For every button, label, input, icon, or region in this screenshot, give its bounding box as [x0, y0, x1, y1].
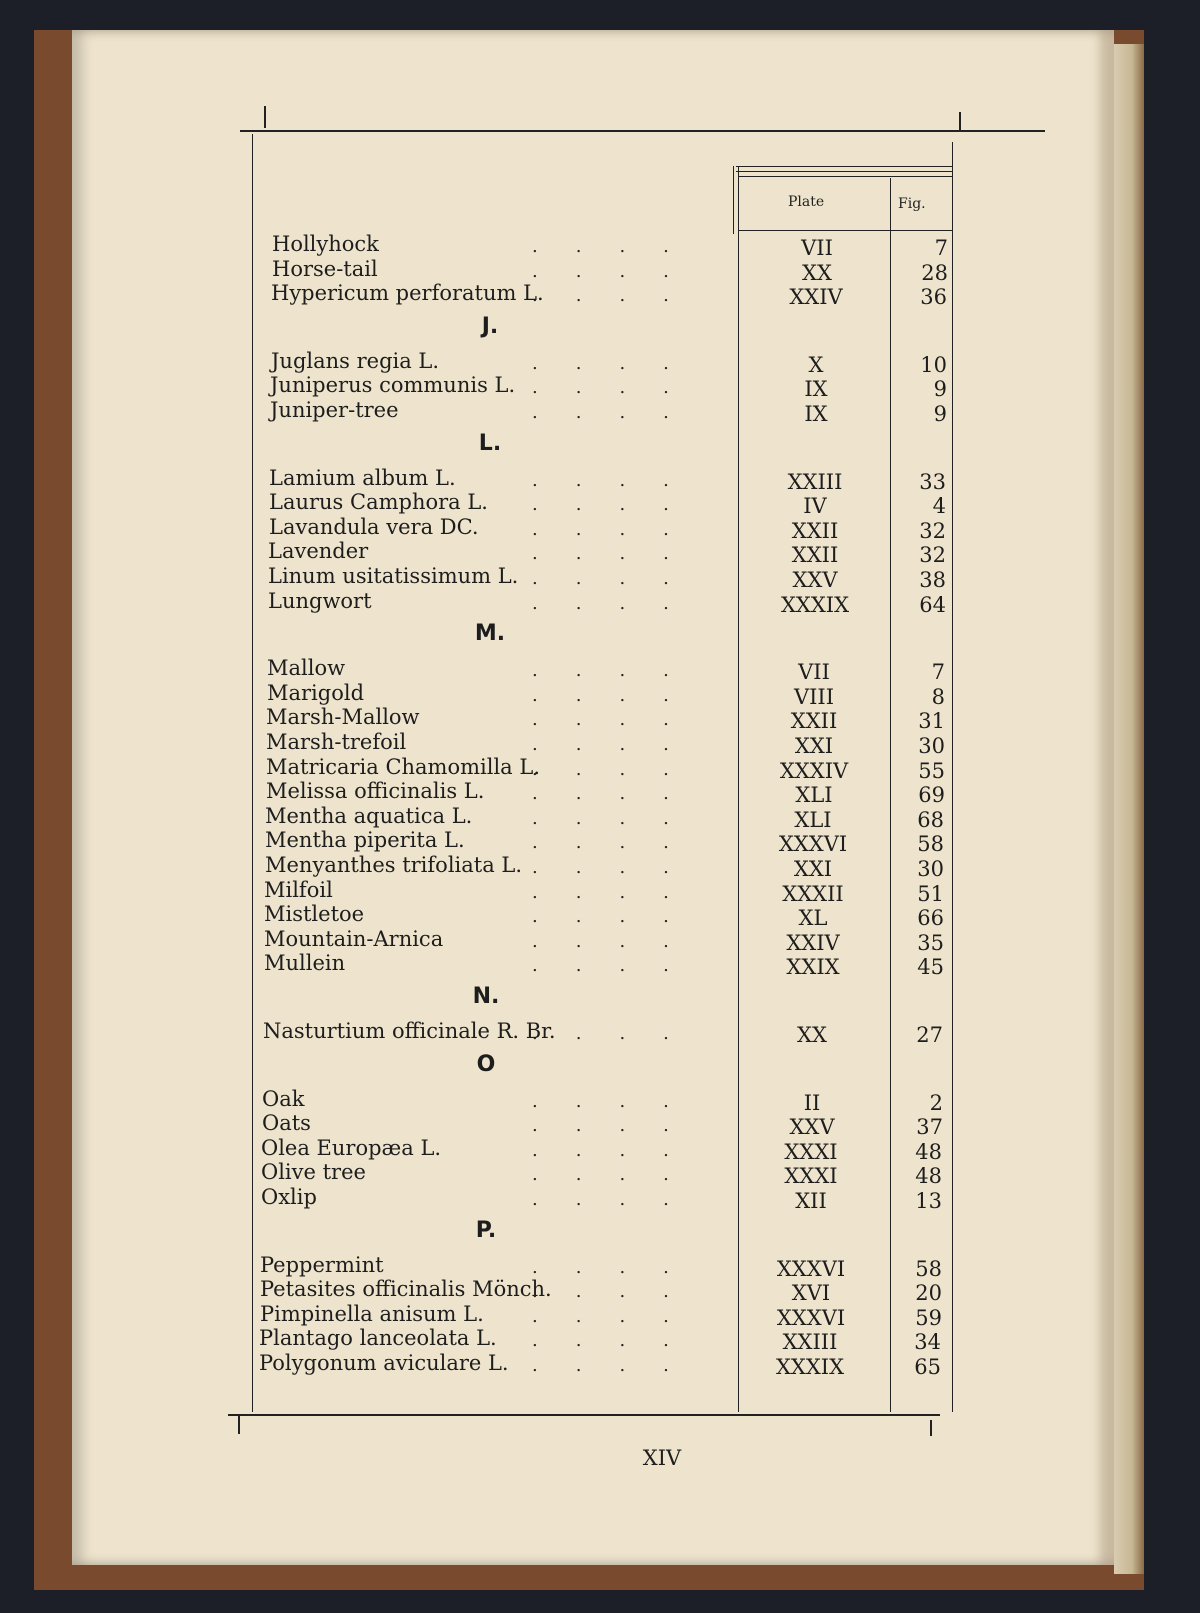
index-entry — [72, 1185, 972, 1211]
page-number: XIV — [642, 1446, 682, 1470]
section-letter: M. — [474, 621, 506, 647]
header-rule-3 — [738, 176, 952, 177]
entry-name: Juglans regia L. — [271, 348, 440, 373]
entry-name: Juniperus communis L. — [270, 373, 516, 398]
entry-fig: 58 — [915, 1256, 942, 1281]
entry-fig: 10 — [920, 352, 947, 377]
entry-fig: 32 — [919, 543, 946, 568]
leader-dots: .... — [532, 783, 707, 805]
entry-name: Hollyhock — [272, 232, 379, 256]
entry-plate: IX — [804, 402, 828, 426]
leader-dots: .... — [532, 568, 707, 589]
entry-fig: 32 — [919, 518, 946, 543]
entry-name: Oak — [262, 1086, 305, 1111]
entry-plate: XXXIX — [775, 1355, 845, 1379]
entry-plate: XX — [802, 260, 832, 285]
entry-name: Mullein — [264, 951, 346, 976]
section-letter: O — [476, 1051, 496, 1077]
leader-dots: .... — [532, 1164, 707, 1186]
index-entry — [72, 878, 972, 904]
entry-fig: 9 — [933, 402, 947, 426]
index-entry — [72, 1111, 972, 1140]
entry-fig: 20 — [915, 1281, 942, 1306]
fig-column-header: Fig. — [898, 196, 926, 212]
leader-dots: .... — [532, 881, 707, 903]
leader-dots: .... — [532, 1305, 707, 1327]
leader-dots: .... — [532, 684, 707, 706]
top-rule — [240, 130, 1045, 132]
bottom-rule-tick-left — [238, 1416, 240, 1434]
entry-plate: XXII — [791, 518, 839, 543]
entry-plate: XLI — [795, 783, 833, 808]
entry-name: Plantago lanceolata L. — [259, 1326, 497, 1351]
entry-fig: 68 — [917, 807, 944, 832]
entry-plate: XL — [798, 906, 828, 931]
entry-plate: XXIX — [786, 955, 840, 980]
entry-fig: 51 — [917, 881, 944, 906]
entry-plate: XXXVI — [778, 832, 848, 857]
entry-fig: 59 — [915, 1305, 942, 1330]
leader-dots: .... — [532, 807, 707, 829]
entry-name: Linum usitatissimum L. — [268, 564, 519, 588]
entry-name: Oats — [262, 1111, 311, 1136]
leader-dots: .... — [532, 518, 707, 540]
leader-dots: .... — [532, 1115, 707, 1137]
entry-name: Olive tree — [261, 1160, 366, 1185]
entry-plate: XXIV — [789, 285, 843, 310]
entry-name: Peppermint — [260, 1252, 384, 1277]
index-entry — [72, 349, 972, 375]
entry-plate: XII — [795, 1189, 827, 1213]
entry-fig: 4 — [932, 494, 946, 519]
leader-dots: .... — [532, 832, 707, 854]
entry-name: Juniper-tree — [270, 398, 399, 422]
top-rule-tick-left — [264, 106, 266, 128]
index-entry — [72, 1087, 972, 1113]
entry-plate: XX — [797, 1023, 827, 1047]
entry-fig: 35 — [917, 930, 944, 955]
leader-dots: .... — [532, 734, 707, 755]
index-entry — [72, 1326, 972, 1355]
leader-dots: .... — [532, 709, 707, 731]
index-entry — [72, 564, 972, 590]
index-entry — [72, 804, 972, 830]
entry-plate: VII — [801, 236, 833, 260]
index-entry — [72, 539, 972, 568]
entry-name: Milfoil — [264, 877, 333, 902]
entry-name: Oxlip — [261, 1185, 317, 1209]
entry-plate: XXIV — [786, 930, 840, 955]
entry-fig: 36 — [920, 285, 947, 310]
index-entry — [72, 779, 972, 808]
section-letter: J. — [481, 313, 499, 339]
entry-fig: 45 — [917, 955, 944, 980]
leader-dots: .... — [532, 1189, 707, 1210]
entry-plate: XVI — [791, 1281, 831, 1306]
leader-dots: .... — [532, 1139, 707, 1161]
leader-dots: .... — [532, 857, 707, 878]
index-entry — [72, 951, 972, 980]
bottom-rule — [228, 1414, 940, 1416]
index-entry — [72, 490, 972, 519]
entry-fig: 69 — [918, 783, 945, 808]
index-entry — [72, 589, 972, 615]
index-entry — [72, 1351, 972, 1377]
entry-name: Mentha aquatica L. — [265, 803, 473, 828]
entry-name: Horse-tail — [272, 256, 378, 281]
entry-name: Pimpinella anisum L. — [260, 1301, 484, 1326]
entry-fig: 48 — [915, 1139, 942, 1164]
index-entry — [72, 1136, 972, 1162]
leader-dots: .... — [532, 1256, 707, 1278]
entry-fig: 48 — [915, 1164, 942, 1189]
entry-name: Mentha piperita L. — [265, 828, 465, 853]
index-entry — [72, 1277, 972, 1306]
index-entry — [72, 828, 972, 857]
section-letter: L. — [478, 430, 502, 456]
entry-plate: VIII — [793, 684, 835, 709]
entry-plate: XXV — [789, 1115, 835, 1140]
entry-plate: XLI — [794, 807, 832, 832]
entry-name: Hypericum perforatum L. — [271, 281, 544, 306]
index-entry — [72, 466, 972, 492]
entry-fig: 34 — [914, 1330, 941, 1355]
leader-dots: .... — [532, 930, 707, 952]
leader-dots: .... — [532, 660, 707, 682]
entry-name: Melissa officinalis L. — [266, 779, 485, 804]
header-rule-bottom — [738, 230, 952, 231]
entry-fig: 9 — [933, 377, 947, 402]
entry-plate: XXXVI — [776, 1256, 846, 1281]
entry-plate: XXXI — [784, 1164, 838, 1189]
leader-dots: .... — [532, 494, 707, 516]
leader-dots: .... — [532, 758, 707, 780]
entry-fig: 7 — [934, 236, 948, 260]
index-entry — [72, 515, 972, 541]
leader-dots: .... — [532, 1330, 707, 1352]
entry-fig: 8 — [931, 684, 945, 709]
entry-name: Marsh-Mallow — [266, 705, 420, 730]
entry-fig: 13 — [915, 1189, 942, 1213]
leader-dots: .... — [532, 592, 707, 614]
entry-plate: XXIII — [782, 1330, 838, 1355]
entry-fig: 7 — [931, 660, 945, 685]
entry-fig: 66 — [917, 906, 944, 931]
entry-plate: IV — [803, 494, 827, 519]
index-entry — [72, 730, 972, 756]
entry-fig: 2 — [929, 1090, 943, 1115]
bottom-rule-tick-right — [930, 1420, 932, 1436]
index-entry — [72, 232, 972, 258]
entry-name: Laurus Camphora L. — [269, 490, 488, 515]
leader-dots: .... — [532, 377, 707, 399]
plate-column-header: Plate — [788, 194, 825, 210]
index-entry — [72, 373, 972, 402]
leader-dots: .... — [532, 1090, 707, 1112]
index-entry — [72, 257, 972, 283]
index-entry — [72, 1019, 972, 1045]
entry-fig: 37 — [916, 1115, 943, 1140]
entry-plate: X — [808, 352, 824, 377]
entry-fig: 31 — [918, 709, 945, 734]
entry-plate: XXII — [790, 709, 838, 734]
entry-fig: 27 — [916, 1023, 943, 1047]
entry-name: Menyanthes trifoliata L. — [265, 853, 523, 877]
section-letter: P. — [475, 1217, 497, 1243]
entry-plate: XXXI — [784, 1139, 838, 1164]
entry-plate: VII — [798, 660, 830, 685]
book-page — [72, 30, 1114, 1565]
entry-name: Olea Europæa L. — [261, 1135, 442, 1160]
entry-plate: XXI — [793, 857, 833, 881]
index-entry — [72, 1253, 972, 1279]
section-letter: N. — [472, 984, 500, 1009]
plate-column-left-rule-2 — [733, 166, 734, 234]
index-entry — [72, 927, 972, 953]
entry-fig: 65 — [914, 1355, 941, 1379]
entry-name: Mistletoe — [264, 902, 365, 927]
index-entry — [72, 656, 972, 685]
entry-fig: 64 — [919, 592, 946, 617]
entry-plate: II — [803, 1090, 821, 1115]
entry-plate: IX — [804, 377, 828, 402]
header-rule-2 — [736, 171, 952, 172]
entry-fig: 30 — [918, 734, 945, 758]
leader-dots: .... — [532, 260, 707, 282]
entry-name: Mallow — [267, 656, 346, 681]
entry-fig: 55 — [918, 758, 945, 783]
entry-plate: XXII — [791, 543, 839, 568]
entry-plate: XXIII — [787, 469, 843, 494]
leader-dots: .... — [532, 1355, 707, 1376]
entry-fig: 28 — [921, 260, 948, 285]
index-entry — [72, 281, 972, 310]
page-edges — [1114, 44, 1144, 1574]
entry-plate: XXV — [792, 568, 838, 592]
entry-plate: XXXII — [782, 881, 844, 906]
entry-name: Lungwort — [268, 588, 372, 613]
entry-fig: 38 — [919, 568, 946, 592]
entry-fig: 30 — [917, 857, 944, 881]
entry-name: Lavender — [268, 539, 369, 564]
index-entry — [72, 902, 972, 931]
entry-plate: XXXVI — [776, 1305, 846, 1330]
leader-dots: .... — [532, 236, 707, 257]
index-entry — [72, 705, 972, 734]
index-entry — [72, 398, 972, 424]
index-entry — [72, 853, 972, 879]
leader-dots: .... — [532, 402, 707, 423]
entry-name: Polygonum aviculare L. — [259, 1351, 509, 1375]
index-entry — [72, 1160, 972, 1189]
index-entry — [72, 681, 972, 707]
entry-name: Nasturtium officinale R. Br. — [263, 1019, 556, 1043]
leader-dots: .... — [532, 955, 707, 977]
leader-dots: .... — [532, 469, 707, 491]
entry-plate: XXI — [794, 734, 834, 758]
entry-name: Petasites officinalis Mönch. — [260, 1277, 552, 1302]
leader-dots: .... — [532, 352, 707, 374]
entry-name: Lamium album L. — [269, 465, 456, 490]
index-entry — [72, 755, 972, 781]
entry-plate: XXXIX — [780, 592, 850, 617]
leader-dots: .... — [532, 1281, 707, 1303]
header-rule-1 — [736, 166, 952, 167]
entry-name: Marigold — [267, 680, 365, 705]
leader-dots: .... — [532, 285, 707, 307]
entry-fig: 33 — [919, 469, 946, 494]
leader-dots: .... — [532, 543, 707, 565]
entry-name: Mountain-Arnica — [264, 926, 444, 951]
entry-fig: 58 — [917, 832, 944, 857]
entry-name: Lavandula vera DC. — [269, 514, 479, 539]
entry-name: Marsh-trefoil — [266, 730, 407, 754]
entry-plate: XXXIV — [779, 758, 849, 783]
leader-dots: .... — [532, 1023, 707, 1044]
entry-name: Matricaria Chamomilla L. — [266, 754, 540, 779]
index-entry — [72, 1302, 972, 1328]
top-rule-tick-right — [959, 112, 961, 132]
leader-dots: .... — [532, 906, 707, 928]
